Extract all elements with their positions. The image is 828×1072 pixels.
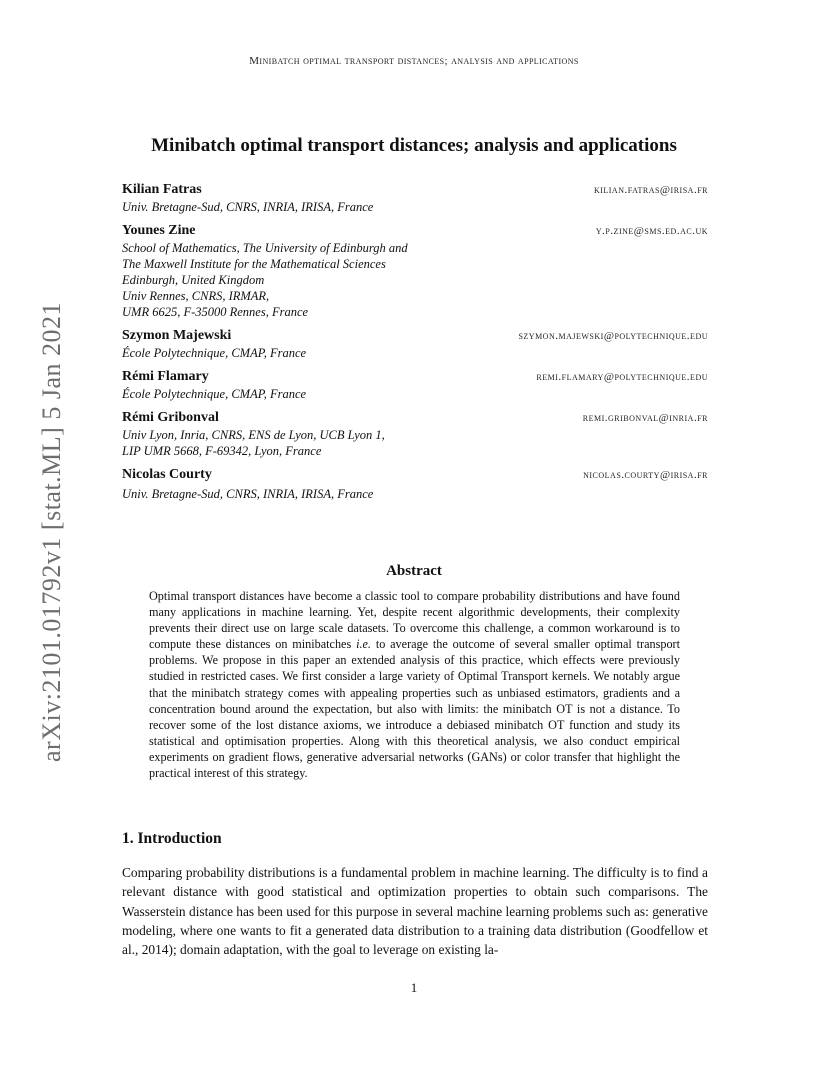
author-email: nicolas.courty@irisa.fr xyxy=(583,469,708,481)
author-email: szymon.majewski@polytechnique.edu xyxy=(518,330,708,342)
abstract-text-part: to average the outcome of several smaller optimal transport problems. We propose in this paper an extended analysis of this practice, which effects were previously studied in restricted cases. We first consider a large variety of Optimal Transport kernels. We notably argue that the minibatch strategy comes with appealing properties such as unbiased estimators, gradients and a concentration bound around the expectation, but also with limits: the minibatch OT is not a distance. To recover some of the lost distance axioms, we introduce a debiased minibatch OT function and study its statistical and optimisation properties. Along with this theoretical analysis, we also conduct empirical experiments on gradient flows, generative adversarial networks (GANs) or color transfer that highlight the practical interest of this strategy. xyxy=(149,637,680,781)
author-affiliation: Univ Lyon, Inria, CNRS, ENS de Lyon, UCB Lyon 1, xyxy=(122,428,385,442)
author-block xyxy=(122,181,708,502)
author-entry xyxy=(122,368,708,402)
author-entry xyxy=(122,222,708,320)
abstract-text-part: Optimal transport distances have become a classic tool to compare probability distributions and have found many applications in machine learning. Yet, despite recent algorithmic developments, their complexity prevents their direct use on large scale datasets. To overcome this challenge, a common workaround is to compute these distances on minibatches xyxy=(149,589,680,652)
author-affiliation: Univ. Bretagne-Sud, CNRS, INRIA, IRISA, France xyxy=(122,487,374,501)
author-email: y.p.zine@sms.ed.ac.uk xyxy=(595,225,708,237)
author-affiliation: School of Mathematics, The University of Edinburgh and xyxy=(122,241,408,255)
author-email: remi.gribonval@inria.fr xyxy=(582,412,708,424)
author-affiliation: The Maxwell Institute for the Mathematical Sciences xyxy=(122,257,386,271)
author-affiliation: Univ. Bretagne-Sud, CNRS, INRIA, IRISA, France xyxy=(122,200,374,214)
author-name: Rémi Gribonval xyxy=(122,410,219,425)
author-email: kilian.fatras@irisa.fr xyxy=(593,184,708,196)
author-name: Nicolas Courty xyxy=(122,467,212,482)
author-affiliation: École Polytechnique, CMAP, France xyxy=(122,387,307,401)
author-entry xyxy=(122,409,708,459)
abstract-text xyxy=(149,588,680,781)
abstract-ie: i.e. xyxy=(356,637,371,652)
abstract-heading: Abstract xyxy=(386,563,442,579)
author-affiliation: LIP UMR 5668, F-69342, Lyon, France xyxy=(122,444,322,458)
author-affiliation: UMR 6625, F-35000 Rennes, France xyxy=(122,305,309,319)
author-name: Szymon Majewski xyxy=(122,328,232,343)
arxiv-identifier-stamp: arXiv:2101.01792v1 [stat.ML] 5 Jan 2021 xyxy=(37,301,66,763)
author-entry xyxy=(122,327,708,361)
running-head: Minibatch optimal transport distances; analysis and applications xyxy=(249,55,579,67)
author-name: Kilian Fatras xyxy=(122,182,202,197)
author-name: Younes Zine xyxy=(122,223,196,238)
paper-title: Minibatch optimal transport distances; analysis and applications xyxy=(151,135,677,156)
author-affiliation: École Polytechnique, CMAP, France xyxy=(122,346,307,360)
author-affiliation: Univ Rennes, CNRS, IRMAR, xyxy=(122,289,270,303)
author-name: Rémi Flamary xyxy=(122,369,209,384)
author-email: remi.flamary@polytechnique.edu xyxy=(536,371,708,383)
page-number: 1 xyxy=(410,980,418,995)
author-entry xyxy=(122,181,708,215)
author-affiliation: Edinburgh, United Kingdom xyxy=(122,273,265,287)
author-entry xyxy=(122,466,708,502)
introduction-paragraph: Comparing probability distributions is a fundamental problem in machine learning. The difficulty is to find a relevant distance with good statistical and optimization properties to obtain such comparisons. The Wasserstein distance has been used for this purpose in several machine learning problems such as: generative modeling, where one wants to fit a generated data distribution to a training data distribution (Goodfellow et al., 2014); domain adaptation, with the goal to leverage on existing la- xyxy=(122,865,708,958)
section-heading-introduction: 1. Introduction xyxy=(122,830,222,847)
